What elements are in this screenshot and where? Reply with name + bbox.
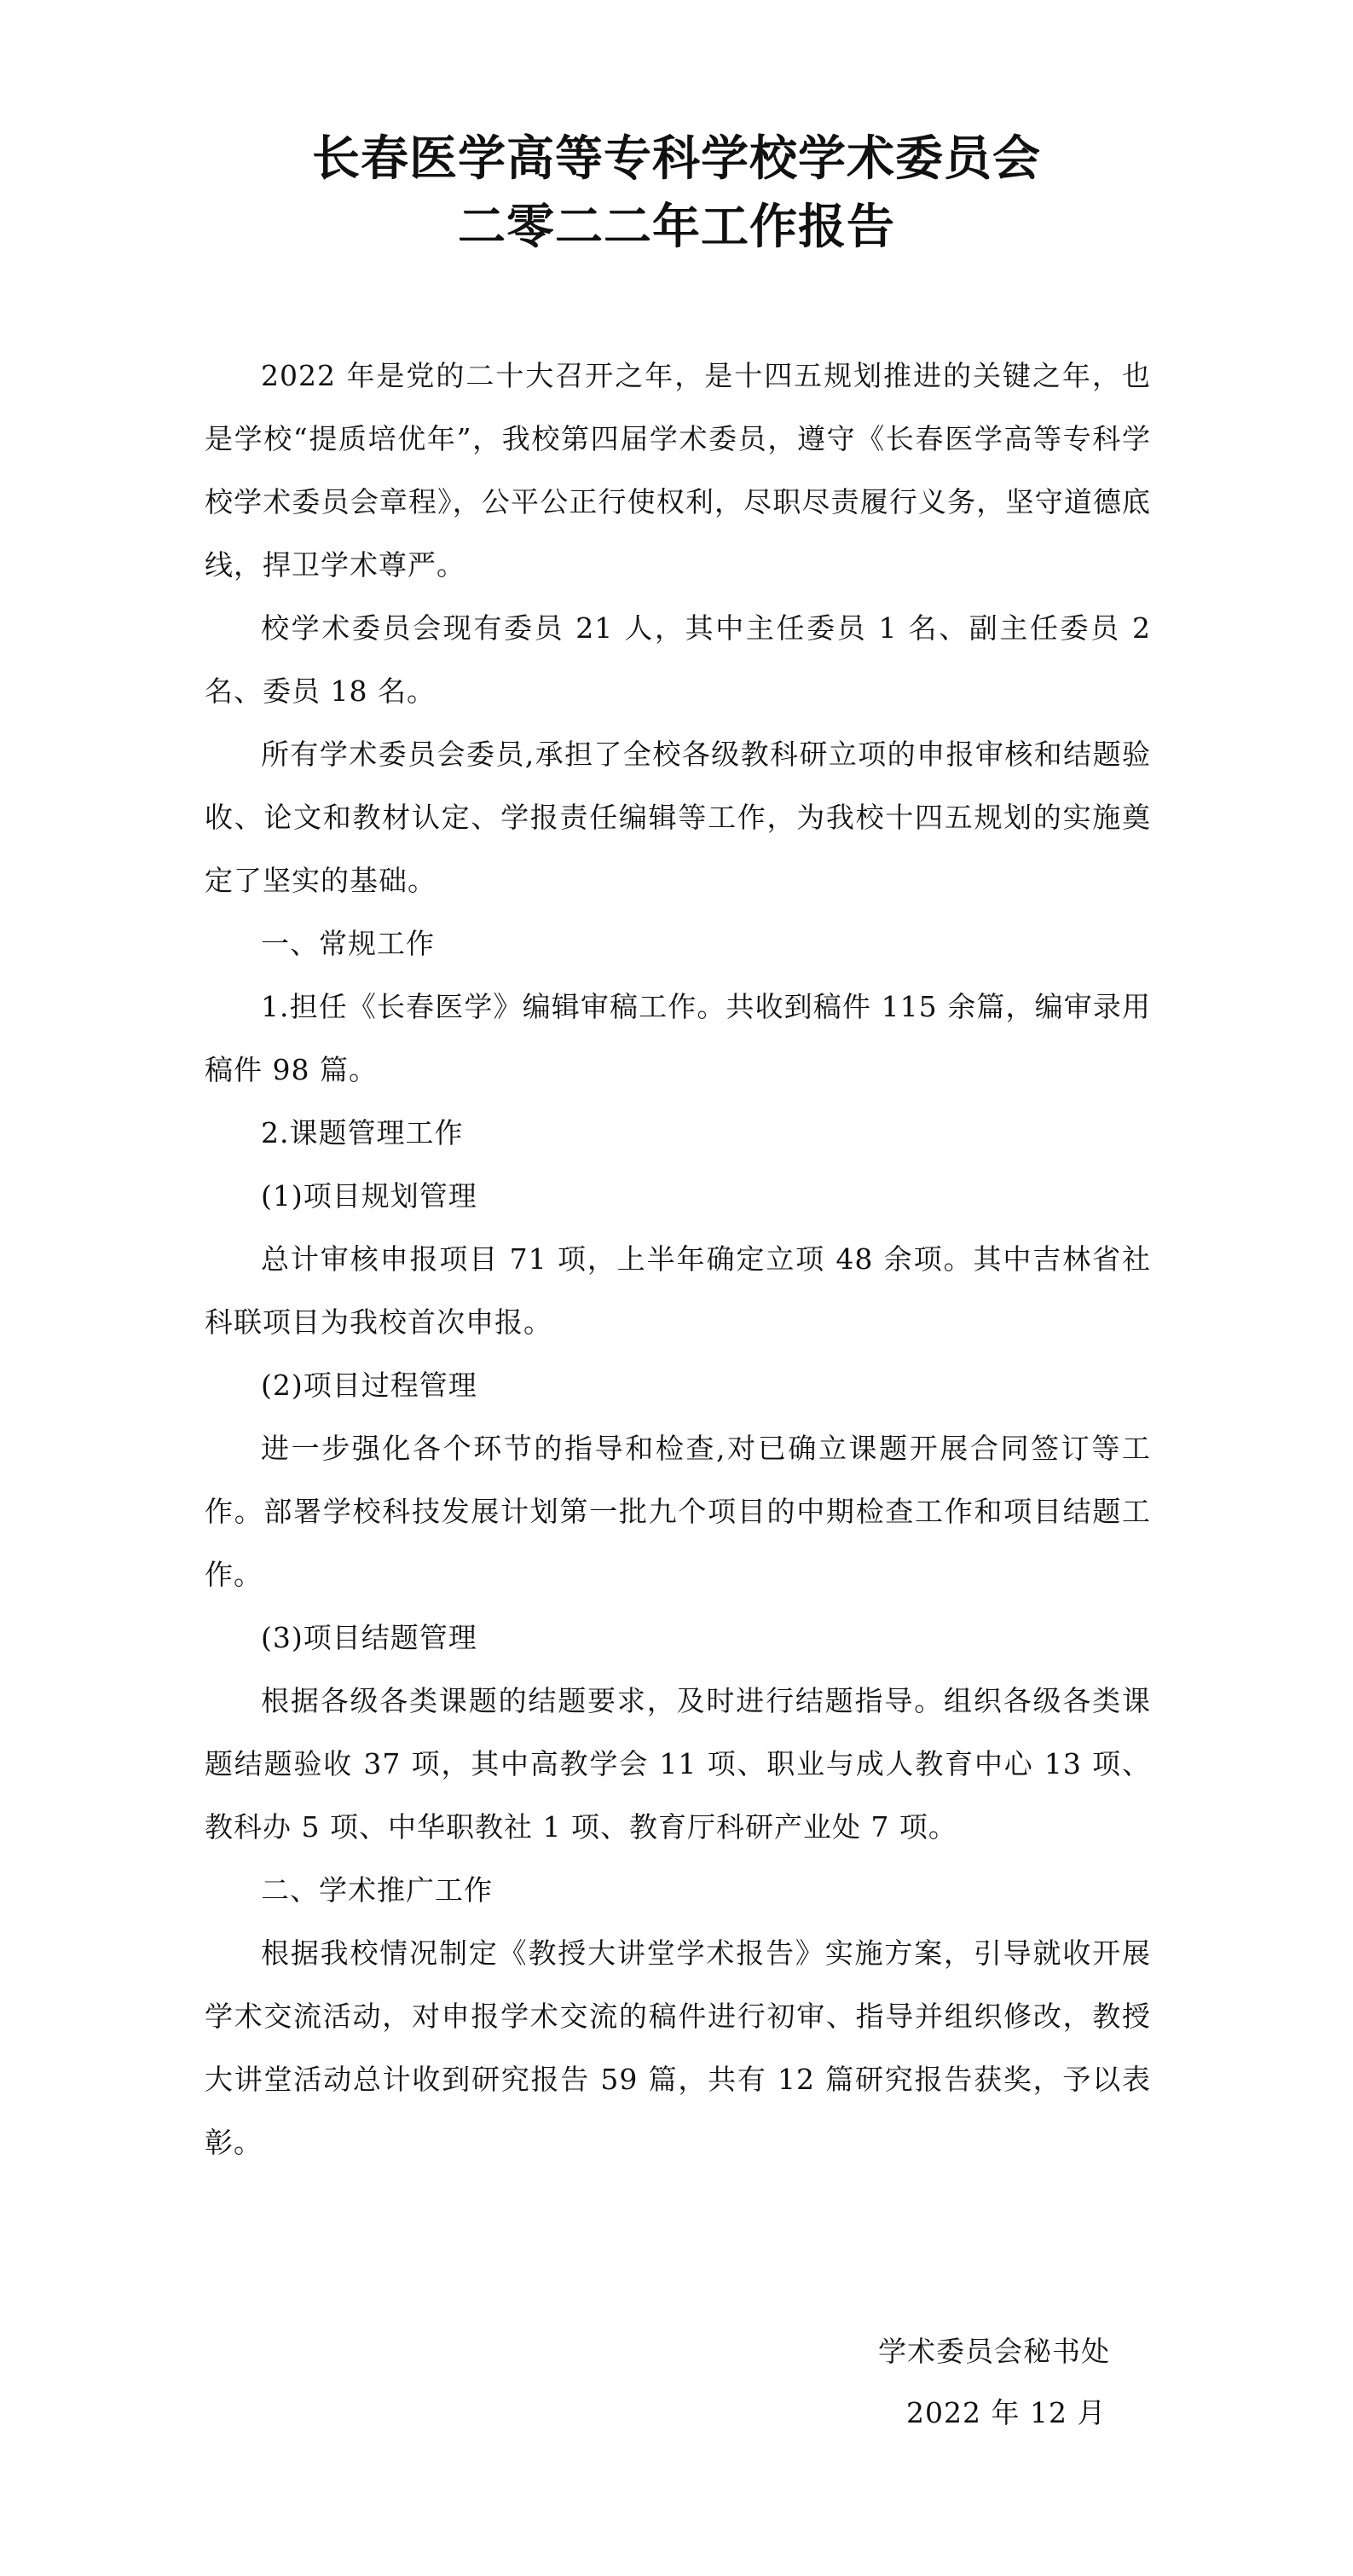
signature-date: 2022 年 12 月 <box>906 2396 1107 2429</box>
paragraph-academic-promotion: 根据我校情况制定《教授大讲堂学术报告》实施方案，引导就收开展学术交流活动，对申报学术交流的稿件进行初审、指导并组织修改，教授大讲堂活动总计收到研究报告 59 篇，共有 12 篇研究报告获奖，予以表彰。 <box>205 1936 1151 2159</box>
signature-unit: 学术委员会秘书处 <box>878 2335 1110 2368</box>
subheading-process-management: (2)项目过程管理 <box>261 1369 477 1402</box>
subheading-completion-management: (3)项目结题管理 <box>261 1621 477 1654</box>
paragraph-members: 校学术委员会现有委员 21 人，其中主任委员 1 名、副主任委员 2 名、委员 18 名。 <box>205 611 1151 708</box>
paragraph-intro: 2022 年是党的二十大召开之年，是十四五规划推进的关键之年，也是学校“提质培优年”，我校第四届学术委员，遵守《长春医学高等专科学校学术委员会章程》，公平公正行使权利，尽职尽责履行义务，坚守道德底线，捍卫学术尊严。 <box>205 359 1151 582</box>
section-heading-academic-promotion: 二、学术推广工作 <box>261 1873 493 1907</box>
document-title-line-2: 二零二二年工作报告 <box>458 200 895 255</box>
paragraph-duties: 所有学术委员会委员,承担了全校各级教科研立项的申报审核和结题验收、论文和教材认定、学报责任编辑等工作，为我校十四五规划的实施奠定了坚实的基础。 <box>205 738 1151 897</box>
paragraph-process-management: 进一步强化各个环节的指导和检查,对已确立课题开展合同签订等工作。部署学校科技发展计划第一批九个项目的中期检查工作和项目结题工作。 <box>205 1432 1151 1591</box>
subheading-project-management: 2.课题管理工作 <box>261 1116 464 1149</box>
paragraph-completion-management: 根据各级各类课题的结题要求，及时进行结题指导。组织各级各类课题结题验收 37 项，其中高教学会 11 项、职业与成人教育中心 13 项、教科办 5 项、中华职教社 1 项、教育厅科研产业处 7 项。 <box>205 1684 1151 1844</box>
section-heading-routine-work: 一、常规工作 <box>261 927 435 960</box>
subheading-project-planning: (1)项目规划管理 <box>261 1179 477 1213</box>
paragraph-project-planning: 总计审核申报项目 71 项，上半年确定立项 48 余项。其中吉林省社科联项目为我校首次申报。 <box>205 1242 1151 1339</box>
paragraph-editing-work: 1.担任《长春医学》编辑审稿工作。共收到稿件 115 余篇，编审录用稿件 98 篇。 <box>205 990 1151 1086</box>
document-body <box>205 344 1151 2174</box>
document-title-line-1: 长春医学高等专科学校学术委员会 <box>312 131 1041 187</box>
